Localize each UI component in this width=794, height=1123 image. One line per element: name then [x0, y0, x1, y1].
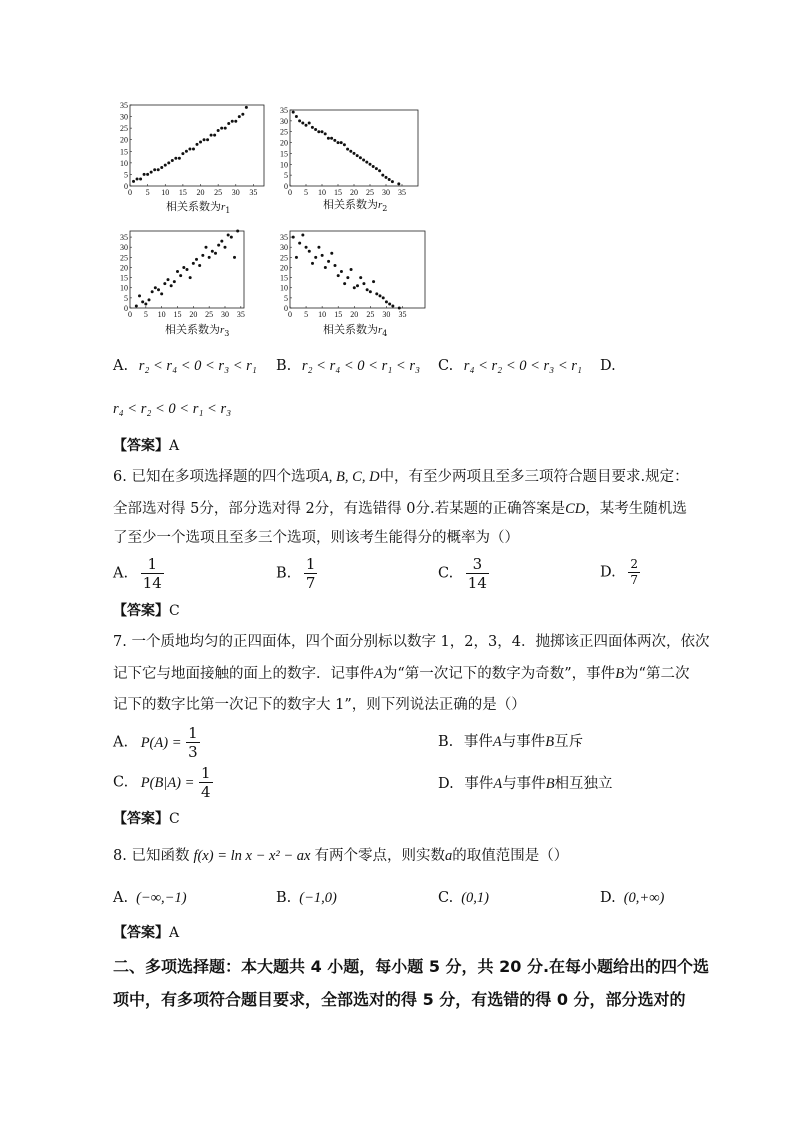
y-tick-label: 15: [120, 147, 128, 157]
q6-answer: 【答案】C: [113, 603, 180, 619]
data-point: [308, 250, 311, 253]
data-point: [385, 176, 388, 179]
y-tick-label: 0: [284, 304, 288, 313]
data-point: [157, 288, 160, 291]
y-tick-label: 35: [120, 233, 128, 243]
data-point: [301, 122, 304, 125]
data-point: [185, 150, 188, 153]
data-point: [238, 115, 241, 118]
data-point: [178, 157, 181, 160]
chart-caption-2: 相关系数为$r_2$: [323, 198, 388, 214]
plot-frame: [290, 231, 425, 308]
q7-option-a: A. P(A) = $\frac{1}{3}$: [113, 724, 198, 761]
data-point: [154, 286, 157, 289]
data-point: [192, 262, 195, 265]
q5-option-d-label: D.: [600, 358, 616, 374]
x-tick-label: 10: [161, 188, 170, 197]
data-point: [199, 141, 202, 144]
y-tick-label: 0: [124, 304, 128, 313]
data-point: [353, 286, 356, 289]
x-tick-label: 35: [398, 188, 406, 197]
data-point: [160, 292, 163, 295]
data-point: [311, 262, 314, 265]
x-tick-label: 10: [318, 310, 327, 319]
data-point: [362, 158, 365, 161]
data-point: [375, 167, 378, 170]
data-point: [160, 166, 163, 169]
data-point: [224, 246, 227, 249]
data-point: [388, 302, 391, 305]
x-tick-label: 10: [318, 188, 326, 197]
x-tick-label: 25: [214, 188, 223, 197]
y-tick-label: 15: [280, 149, 288, 159]
data-point: [214, 252, 217, 255]
data-point: [164, 164, 167, 167]
y-tick-label: 25: [120, 124, 128, 134]
y-tick-label: 30: [280, 116, 288, 126]
data-point: [171, 159, 174, 162]
x-tick-label: 5: [304, 310, 309, 319]
scatter-chart-4: [270, 225, 435, 329]
q8-option-a: A. (−∞,−1): [113, 890, 187, 906]
q5-option-d-expr: r₄ < r₂ < 0 < r₁ < r₃: [113, 401, 232, 417]
x-tick-label: 25: [366, 310, 375, 319]
x-tick-label: 0: [128, 188, 132, 197]
q6-option-c: C. $\frac{3}{14}$: [438, 555, 487, 592]
q6-option-b: B. $\frac{1}{7}$: [276, 555, 316, 592]
data-point: [132, 180, 135, 183]
data-point: [327, 260, 330, 263]
data-point: [205, 246, 208, 249]
data-point: [381, 174, 384, 177]
y-tick-label: 5: [124, 170, 128, 180]
x-tick-label: 20: [189, 310, 198, 319]
data-point: [295, 115, 298, 118]
data-point: [186, 268, 189, 271]
data-point: [398, 307, 401, 310]
data-point: [391, 180, 394, 183]
data-point: [245, 106, 248, 109]
data-point: [305, 246, 308, 249]
data-point: [333, 139, 336, 142]
data-point: [234, 120, 237, 123]
data-point: [192, 147, 195, 150]
q6-option-d: D. $\frac{2}{7}$: [600, 557, 638, 587]
scatter-chart-3: [110, 225, 270, 329]
x-tick-label: 25: [205, 310, 214, 319]
data-point: [353, 152, 356, 155]
data-point: [372, 280, 375, 283]
data-point: [308, 122, 311, 125]
chart-caption-3: 相关系数为$r_3$: [165, 323, 230, 339]
y-tick-label: 25: [280, 127, 288, 137]
data-point: [241, 113, 244, 116]
data-point: [181, 152, 184, 155]
y-tick-label: 20: [120, 263, 128, 273]
x-tick-label: 5: [304, 188, 308, 197]
x-tick-label: 25: [366, 188, 374, 197]
data-point: [139, 178, 142, 181]
data-point: [230, 236, 233, 239]
data-point: [317, 246, 320, 249]
data-point: [362, 282, 365, 285]
data-point: [227, 122, 230, 125]
q7-line-1: 7. 一个质地均匀的正四面体，四个面分别标以数字 1，2，3，4．抛掷该正四面体两次，依次: [113, 634, 710, 650]
data-point: [213, 134, 216, 137]
data-point: [163, 282, 166, 285]
q7-option-b: B. 事件A与事件B互斥: [438, 734, 584, 750]
data-point: [188, 147, 191, 150]
x-tick-label: 35: [236, 310, 245, 319]
data-point: [372, 165, 375, 168]
x-tick-label: 15: [178, 188, 187, 197]
data-point: [317, 130, 320, 133]
data-point: [298, 242, 301, 245]
data-point: [146, 173, 149, 176]
q7-answer: 【答案】C: [113, 811, 180, 827]
q7-line-2: 记下它与地面接触的面上的数字．记事件A为“第一次记下的数字为奇数”，事件B为“第二次: [113, 666, 690, 682]
data-point: [314, 256, 317, 259]
data-point: [340, 270, 343, 273]
x-tick-label: 30: [382, 188, 390, 197]
data-point: [359, 156, 362, 159]
data-point: [301, 234, 304, 237]
chart-caption-4: 相关系数为$r_4$: [323, 323, 388, 339]
data-point: [375, 292, 378, 295]
data-point: [391, 304, 394, 307]
q6-line-1: 6. 已知在多项选择题的四个选项A, B, C, D中，有至少两项且至多三项符合题目要求.规定：: [113, 469, 689, 485]
q5-answer: 【答案】A: [113, 438, 180, 454]
q5-option-a: A. r₂ < r₄ < 0 < r₃ < r₁: [113, 358, 257, 374]
y-tick-label: 30: [280, 243, 288, 253]
y-tick-label: 10: [280, 283, 288, 293]
y-tick-label: 20: [280, 138, 288, 148]
data-point: [227, 234, 230, 237]
data-point: [295, 256, 298, 259]
data-point: [346, 276, 349, 279]
data-point: [340, 141, 343, 144]
data-point: [220, 240, 223, 243]
q7-line-3: 记下的数字比第一次记下的数字大 1”，则下列说法正确的是（）: [113, 697, 526, 713]
q5-option-c: C. r₄ < r₂ < 0 < r₃ < r₁: [438, 358, 582, 374]
y-tick-label: 10: [120, 158, 128, 168]
data-point: [369, 163, 372, 166]
q7-option-d: D. 事件A与事件B相互独立: [438, 776, 613, 792]
x-tick-label: 0: [128, 310, 132, 319]
data-point: [334, 264, 337, 267]
q6-line-3: 了至少一个选项且至多三个选项，则该考生能得分的概率为（）: [113, 530, 519, 546]
q7-option-c: C. P(B|A) = $\frac{1}{4}$: [113, 764, 211, 801]
y-tick-label: 5: [284, 171, 288, 181]
data-point: [311, 126, 314, 129]
x-tick-label: 30: [221, 310, 229, 319]
y-tick-label: 35: [120, 101, 128, 110]
data-point: [224, 127, 227, 130]
data-point: [321, 254, 324, 257]
x-tick-label: 20: [350, 188, 358, 197]
x-tick-label: 35: [398, 310, 407, 319]
chart-caption-1: 相关系数为$r_1$: [166, 200, 231, 216]
y-tick-label: 10: [280, 160, 288, 170]
data-point: [369, 290, 372, 293]
data-point: [201, 254, 204, 257]
q6-line-2: 全部选对得 5分，部分选对得 2分，有选错得 0分.若某题的正确答案是CD，某考生随机选: [113, 501, 687, 517]
data-point: [170, 284, 173, 287]
data-point: [157, 168, 160, 171]
data-point: [343, 282, 346, 285]
q8-option-c: C. (0,1): [438, 890, 489, 906]
data-point: [135, 304, 138, 307]
section-2-line-2: 项中，有多项符合题目要求，全部选对的得 5 分，有选错的得 0 分，部分选对的: [113, 990, 686, 1009]
data-point: [203, 138, 206, 141]
data-point: [173, 280, 176, 283]
data-point: [305, 124, 308, 127]
data-point: [378, 169, 381, 172]
data-point: [136, 178, 139, 181]
y-tick-label: 35: [280, 233, 288, 243]
y-tick-label: 5: [124, 293, 128, 303]
x-tick-label: 30: [382, 310, 391, 319]
data-point: [196, 143, 199, 146]
q5-option-b: B. r₂ < r₄ < 0 < r₁ < r₃: [276, 358, 420, 374]
data-point: [350, 268, 353, 271]
data-point: [365, 161, 368, 164]
data-point: [346, 148, 349, 151]
x-tick-label: 15: [334, 188, 342, 197]
y-tick-label: 0: [124, 182, 128, 191]
data-point: [292, 236, 295, 239]
data-point: [397, 182, 400, 185]
data-point: [138, 294, 141, 297]
x-tick-label: 5: [143, 310, 148, 319]
x-tick-label: 5: [145, 188, 150, 197]
y-tick-label: 35: [280, 106, 288, 115]
q8-option-b: B. (−1,0): [276, 890, 337, 906]
data-point: [174, 157, 177, 160]
q8-answer: 【答案】A: [113, 925, 180, 941]
section-2-line-1: 二、多项选择题：本大题共 4 小题，每小题 5 分，共 20 分.在每小题给出的四个选: [113, 957, 710, 976]
data-point: [210, 134, 213, 137]
data-point: [148, 298, 151, 301]
data-point: [217, 129, 220, 132]
y-tick-label: 20: [280, 263, 288, 273]
q5-option-a-expr: r₂ < r₄ < 0 < r₃ < r₁: [138, 358, 257, 374]
q5-option-c-expr: r₄ < r₂ < 0 < r₃ < r₁: [463, 358, 582, 374]
x-tick-label: 10: [157, 310, 166, 319]
data-point: [217, 244, 220, 247]
data-point: [388, 178, 391, 181]
data-point: [144, 302, 147, 305]
x-tick-label: 20: [196, 188, 205, 197]
data-point: [321, 130, 324, 133]
data-point: [153, 168, 156, 171]
data-point: [366, 288, 369, 291]
data-point: [385, 300, 388, 303]
data-point: [349, 150, 352, 153]
x-tick-label: 0: [288, 188, 292, 197]
data-point: [324, 266, 327, 269]
x-tick-label: 0: [288, 310, 292, 319]
data-point: [356, 284, 359, 287]
data-point: [150, 171, 153, 174]
data-point: [211, 250, 214, 253]
y-tick-label: 25: [280, 253, 288, 263]
data-point: [206, 138, 209, 141]
data-point: [141, 300, 144, 303]
data-point: [233, 256, 236, 259]
data-point: [330, 252, 333, 255]
y-tick-label: 10: [120, 283, 128, 293]
data-point: [356, 154, 359, 157]
data-point: [189, 276, 192, 279]
data-point: [343, 143, 346, 146]
q5-option-b-expr: r₂ < r₄ < 0 < r₁ < r₃: [301, 358, 420, 374]
data-point: [330, 137, 333, 140]
y-tick-label: 15: [280, 273, 288, 283]
y-tick-label: 30: [120, 112, 128, 122]
data-point: [236, 230, 239, 233]
data-point: [167, 161, 170, 164]
data-point: [231, 120, 234, 123]
y-tick-label: 15: [120, 273, 128, 283]
x-tick-label: 20: [350, 310, 359, 319]
data-point: [324, 132, 327, 135]
data-point: [195, 258, 198, 261]
x-tick-label: 15: [334, 310, 343, 319]
data-point: [298, 119, 301, 122]
data-point: [198, 264, 201, 267]
data-point: [151, 290, 154, 293]
y-tick-label: 20: [120, 135, 128, 145]
data-point: [220, 127, 223, 130]
y-tick-label: 0: [284, 182, 288, 191]
data-point: [292, 111, 295, 114]
y-tick-label: 25: [120, 253, 128, 263]
data-point: [337, 141, 340, 144]
data-point: [176, 270, 179, 273]
x-tick-label: 30: [231, 188, 240, 197]
y-tick-label: 5: [284, 293, 288, 303]
data-point: [337, 274, 340, 277]
data-point: [143, 173, 146, 176]
data-point: [379, 294, 382, 297]
x-tick-label: 15: [173, 310, 182, 319]
data-point: [382, 296, 385, 299]
data-point: [314, 128, 317, 131]
q8-option-d: D. (0,+∞): [600, 890, 665, 906]
data-point: [179, 274, 182, 277]
data-point: [327, 137, 330, 140]
data-point: [359, 276, 362, 279]
data-point: [182, 266, 185, 269]
x-tick-label: 35: [249, 188, 258, 197]
q8-line-1: 8. 已知函数 f(x) = ln x − x² − ax 有两个零点，则实数a的取值范围是（）: [113, 848, 569, 864]
y-tick-label: 30: [120, 243, 128, 253]
data-point: [167, 278, 170, 281]
plot-frame: [290, 110, 418, 186]
data-point: [208, 256, 211, 259]
q6-option-a: A. $\frac{1}{14}$: [113, 555, 162, 592]
